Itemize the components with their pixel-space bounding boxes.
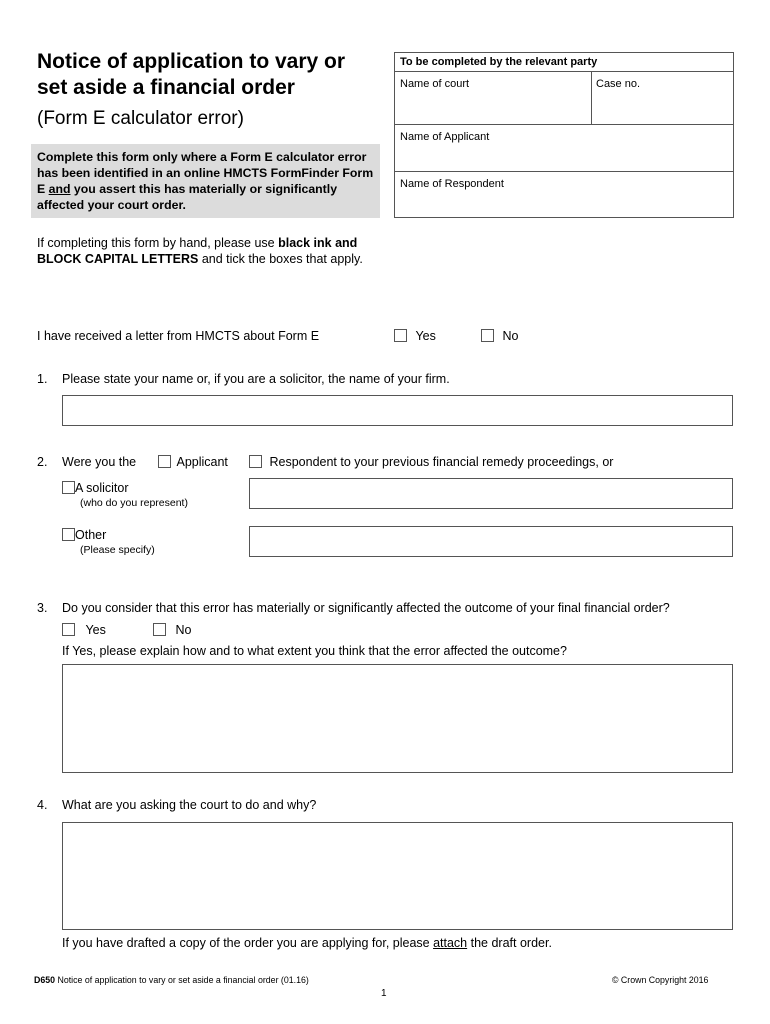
q2-respondent-label: Respondent to your previous financial remedy proceedings, or xyxy=(269,455,614,469)
q3-no-label: No xyxy=(175,623,192,637)
q3-text: Do you consider that this error has materially or significantly affected the outcome of your final financial order? xyxy=(62,601,670,615)
respondent-name-field[interactable] xyxy=(395,172,733,217)
applicant-name-label: Name of Applicant xyxy=(400,131,490,143)
letter-yes-checkbox[interactable] xyxy=(394,329,407,342)
letter-no-option[interactable] xyxy=(481,329,518,343)
case-number-label: Case no. xyxy=(596,78,641,90)
q2-other-option[interactable] xyxy=(62,528,106,542)
footer-form-title: Notice of application to vary or set aside a financial order (01.16) xyxy=(55,975,309,985)
court-case-divider xyxy=(591,72,592,125)
q2-other-label: Other xyxy=(75,528,107,542)
q3-yes-checkbox[interactable] xyxy=(62,623,75,636)
page-title: Notice of application to vary or set aside a financial order xyxy=(37,50,346,99)
q2-number: 2. xyxy=(37,455,48,469)
q2-respondent-checkbox[interactable] xyxy=(249,455,262,468)
page-number: 1 xyxy=(381,988,387,999)
q3-no-checkbox[interactable] xyxy=(153,623,166,636)
q2-respondent-option[interactable] xyxy=(249,455,613,469)
letter-yes-option[interactable] xyxy=(394,329,436,343)
respondent-name-label: Name of Respondent xyxy=(400,178,504,190)
q2-were-you: Were you the xyxy=(62,455,137,469)
letter-yes-label: Yes xyxy=(415,329,436,343)
q2-applicant-option[interactable] xyxy=(158,455,228,469)
q4-draft-note xyxy=(62,936,552,950)
hand-text-1: If completing this form by hand, please use xyxy=(37,236,279,250)
q2-solicitor-label: A solicitor xyxy=(75,481,129,495)
party-details-box xyxy=(394,52,734,218)
q4-draft-attach: attach xyxy=(433,936,468,950)
q3-yes-label: Yes xyxy=(85,623,106,637)
q1-name-input[interactable] xyxy=(62,395,733,426)
q2-solicitor-checkbox[interactable] xyxy=(62,481,75,494)
q4-draft-text-2: the draft order. xyxy=(467,936,552,950)
q2-other-hint: (Please specify) xyxy=(80,544,155,556)
q2-other-checkbox[interactable] xyxy=(62,528,75,541)
q3-no-option[interactable] xyxy=(153,623,191,637)
court-name-field[interactable] xyxy=(395,125,733,172)
hand-text-2: and tick the boxes that apply. xyxy=(198,252,363,266)
q2-other-input[interactable] xyxy=(249,526,733,557)
letter-question: I have received a letter from HMCTS about Form E xyxy=(37,329,320,343)
q1-text: Please state your name or, if you are a solicitor, the name of your firm. xyxy=(62,372,450,386)
q4-number: 4. xyxy=(37,798,48,812)
q3-yes-option[interactable] xyxy=(62,623,106,637)
q3-explain-prompt: If Yes, please explain how and to what extent you think that the error affected the outcome? xyxy=(62,644,567,658)
q2-applicant-checkbox[interactable] xyxy=(158,455,171,468)
letter-no-checkbox[interactable] xyxy=(481,329,494,342)
q3-explain-textarea[interactable] xyxy=(62,664,733,773)
notice-and: and xyxy=(48,182,71,196)
q4-text: What are you asking the court to do and why? xyxy=(62,798,317,812)
letter-no-label: No xyxy=(502,329,519,343)
footer-form-code: D650 xyxy=(34,975,56,985)
notice-text-1: Complete this form only where a Form E calculator error has been identified in an online HMCTS FormFinder Form E xyxy=(37,150,374,196)
notice-text-2: you assert this has materially or significantly affected your court order. xyxy=(37,182,338,212)
hand-text-bold: black ink and BLOCK CAPITAL LETTERS xyxy=(37,236,358,266)
q3-number: 3. xyxy=(37,601,48,615)
court-name-label: Name of court xyxy=(400,78,470,90)
page-subtitle: (Form E calculator error) xyxy=(37,108,244,129)
q2-solicitor-hint: (who do you represent) xyxy=(80,497,188,509)
q2-applicant-label: Applicant xyxy=(176,455,228,469)
q2-solicitor-option[interactable] xyxy=(62,481,129,495)
completion-instructions xyxy=(37,235,377,267)
q4-request-textarea[interactable] xyxy=(62,822,733,930)
footer-copyright: © Crown Copyright 2016 xyxy=(612,975,709,985)
q2-solicitor-input[interactable] xyxy=(249,478,733,509)
instruction-notice xyxy=(31,144,380,218)
party-box-heading: To be completed by the relevant party xyxy=(395,53,733,72)
footer-form-reference xyxy=(34,975,309,985)
court-case-row xyxy=(395,72,733,125)
q4-draft-text-1: If you have drafted a copy of the order you are applying for, please xyxy=(62,936,434,950)
q1-number: 1. xyxy=(37,372,48,386)
